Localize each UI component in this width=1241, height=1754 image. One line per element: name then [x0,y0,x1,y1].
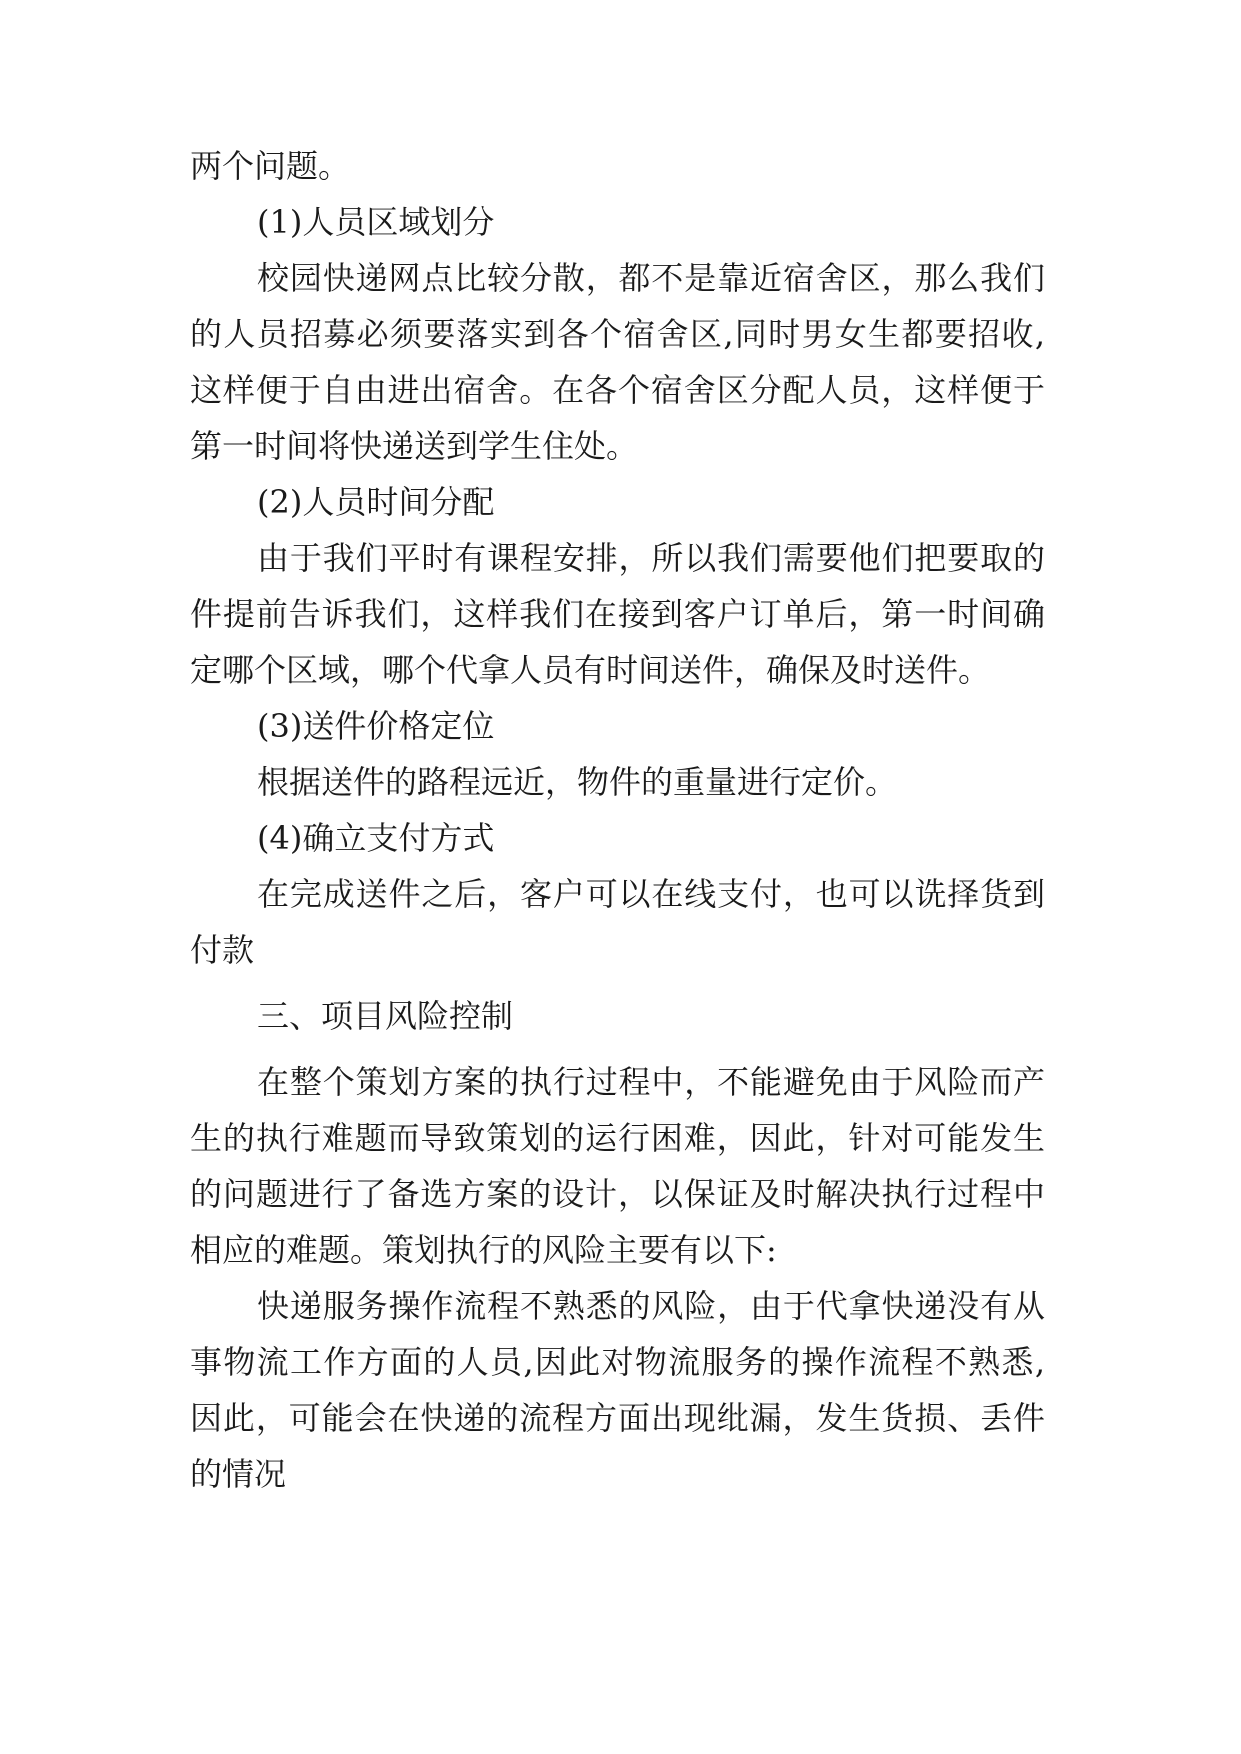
section-heading: 三、项目风险控制 [257,997,514,1035]
text-line: 相应的难题。策划执行的风险主要有以下: [190,1231,777,1269]
text-line: 由于我们平时有课程安排，所以我们需要他们把要取的 [257,539,1045,577]
text-line: 快递服务操作流程不熟悉的风险，由于代拿快递没有从 [257,1287,1045,1325]
text-line: 事物流工作方面的人员,因此对物流服务的操作流程不熟悉, [190,1343,1045,1381]
text-line: 的问题进行了备选方案的设计，以保证及时解决执行过程中 [190,1175,1045,1213]
text-line: 两个问题。 [190,147,351,185]
section-heading: (4)确立支付方式 [257,819,495,857]
text-line: 件提前告诉我们，这样我们在接到客户订单后，第一时间确 [190,595,1045,633]
text-line: 的人员招募必须要落实到各个宿舍区,同时男女生都要招收, [190,315,1045,353]
text-line: 因此，可能会在快递的流程方面出现纰漏，发生货损、丢件 [190,1399,1045,1437]
text-line: 校园快递网点比较分散，都不是靠近宿舍区，那么我们 [257,259,1045,297]
text-line: 这样便于自由进出宿舍。在各个宿舍区分配人员，这样便于 [190,371,1045,409]
section-heading: (3)送件价格定位 [257,707,495,745]
text-line: 付款 [190,931,255,969]
text-line: 的情况 [190,1455,287,1493]
text-line: 根据送件的路程远近，物件的重量进行定价。 [257,763,898,801]
text-line: 第一时间将快递送到学生住处。 [190,427,639,465]
text-line: 生的执行难题而导致策划的运行困难，因此，针对可能发生 [190,1119,1045,1157]
text-line: 在完成送件之后，客户可以在线支付，也可以诜择货到 [257,875,1045,913]
text-line: 在整个策划方案的执行过程中，不能避免由于风险而产 [257,1063,1045,1101]
section-heading: (2)人员时间分配 [257,483,495,521]
text-line: 定哪个区域，哪个代拿人员有时间送件，确保及时送件。 [190,651,991,689]
section-heading: (1)人员区域划分 [257,203,495,241]
